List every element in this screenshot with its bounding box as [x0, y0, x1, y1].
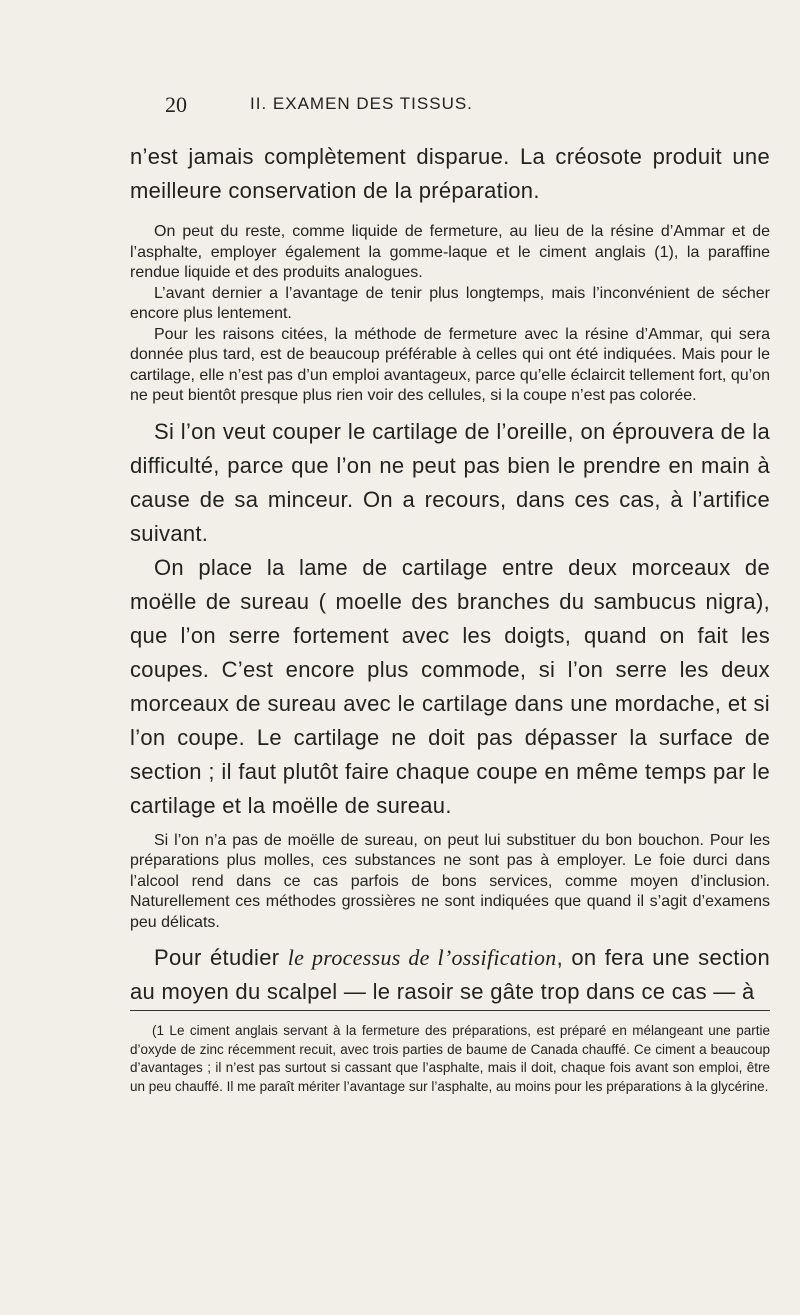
paragraph-small-closing-liquids: On peut du reste, comme liquide de fermeture, au lieu de la résine d’Ammar et de l’asphalte, employer également la gomme-laque et le ciment anglais (1), la paraffine rendue liquide et des produits analogues.: [130, 223, 770, 281]
paragraph-ear-cartilage: Si l’on veut couper le cartilage de l’oreille, on éprouvera de la difficulté, parce que l’on ne peut pas bien le prendre en main à cause de sa minceur. On a recours, dans ces cas, à l’artifice suivant.: [130, 418, 770, 546]
ossification-italic: le processus de l’ossification: [287, 945, 557, 970]
page-number: 20: [165, 92, 187, 117]
ossification-text-end: , on fera une section au moyen du scalpel — le rasoir se gâte trop dans ce cas — à: [130, 945, 770, 1004]
footnote-divider: [130, 1010, 770, 1011]
main-text: [130, 140, 770, 1009]
paragraph-small-cork: Si l’on n’a pas de moëlle de sureau, on peut lui substituer du bon bouchon. Pour les préparations plus molles, ces substances ne sont pas à employer. Le foie durci dans l’alcool rend dans ce cas parfois de bons services, comme moyen d’inclusion. Naturellement ces méthodes grossières ne sont indiquées que quand il s’agit d’examens peu délicats.: [130, 831, 770, 931]
paragraph-small-advantage: L’avant dernier a l’avantage de tenir plus longtemps, mais l’inconvénient de sécher encore plus lentement.: [130, 284, 770, 322]
running-head: II. EXAMEN DES TISSUS.: [250, 94, 473, 113]
page-header: [0, 92, 800, 122]
paragraph-continuation: n’est jamais complètement disparue. La créosote produit une meilleure conservation de la préparation.: [130, 144, 770, 203]
paragraph-ossification: [130, 941, 770, 1009]
ossification-text-start: Pour étudier: [154, 945, 288, 970]
paragraph-small-ammar-resin: Pour les raisons citées, la méthode de fermeture avec la résine d’Ammar, qui sera donnée plus tard, est de beaucoup préférable à celles qui ont été indiquées. Mais pour le cartilage, elle n’est pas d’un emploi avantageux, parce qu’elle éclaircit tellement fort, qu’on ne peut bientôt presque plus rien voir des cellules, si la coupe n’est pas colorée.: [130, 325, 770, 404]
paragraph-elder-pith: On place la lame de cartilage entre deux morceaux de moëlle de sureau ( moelle des branches du sambucus nigra), que l’on serre fortement avec les doigts, quand on fait les coupes. C’est encore plus commode, si l’on serre les deux morceaux de sureau avec le cartilage dans une mordache, et si l’on coupe. Le cartilage ne doit pas dépasser la surface de section ; il faut plutôt faire chaque coupe en même temps par le cartilage et la moëlle de sureau.: [130, 554, 770, 818]
footnote: (1 Le ciment anglais servant à la fermeture des préparations, est préparé en mélangeant une partie d’oxyde de zinc récemment recuit, avec trois parties de baume de Canada chauffé. Ce ciment a beaucoup d’avantages ; il n’est pas surtout si cassant que l’asphalte, mais il doit, chaque fois avant son emploi, être un peu chauffé. Il me paraît mériter l’avantage sur l’asphalte, au moins pour les préparations à la glycérine.: [130, 1023, 770, 1094]
